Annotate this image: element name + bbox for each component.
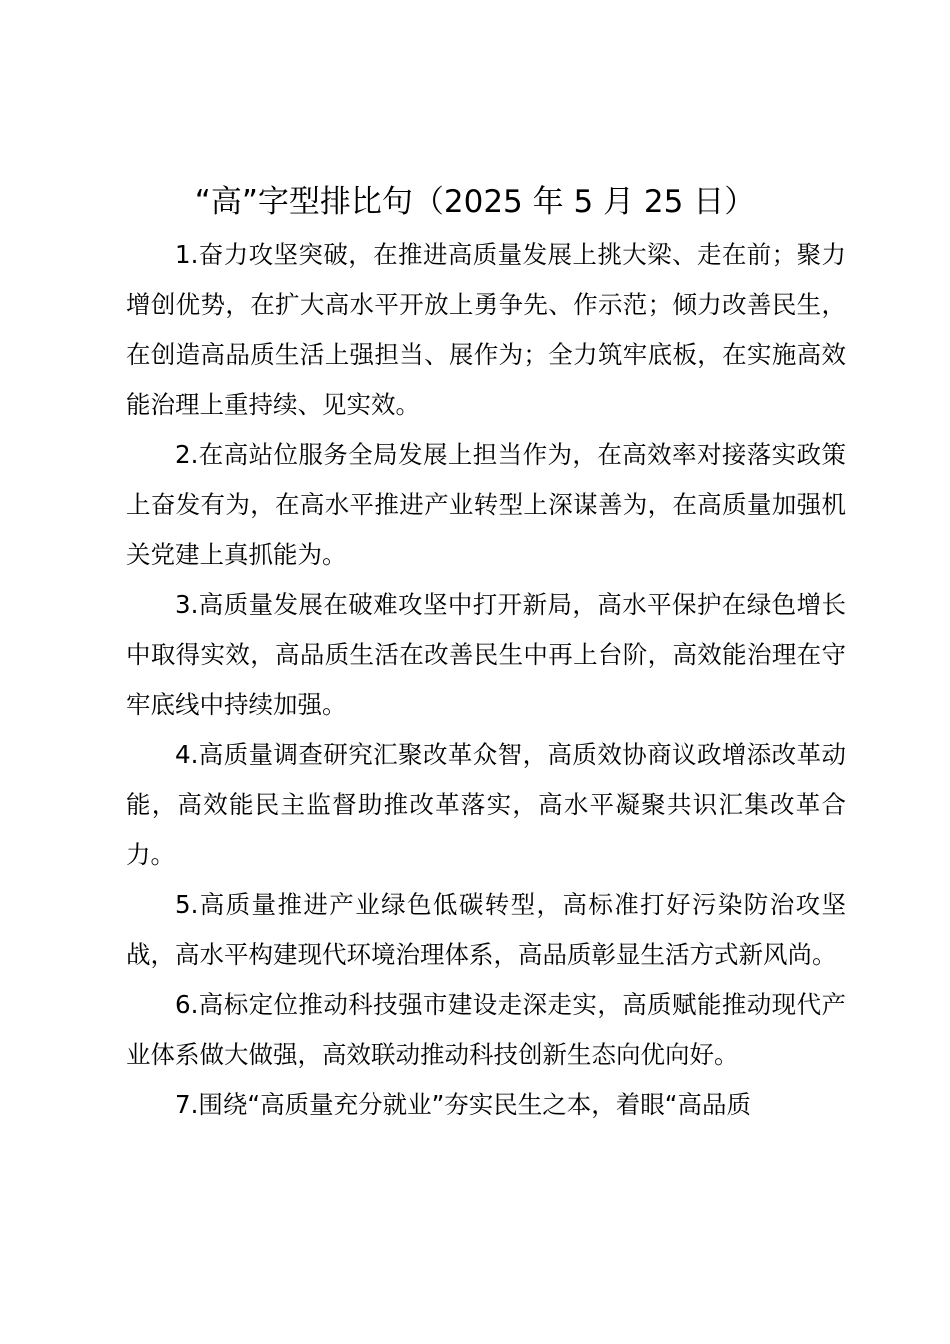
paragraph-2: 2.在高站位服务全局发展上担当作为，在高效率对接落实政策上奋发有为，在高水平推进产业转型上深谋善为，在高质量加强机关党建上真抓能为。	[126, 440, 846, 569]
paragraph-3: 3.高质量发展在破难攻坚中打开新局，高水平保护在绿色增长中取得实效，高品质生活在改善民生中再上台阶，高效能治理在守牢底线中持续加强。	[126, 590, 846, 719]
paragraph-5: 5.高质量推进产业绿色低碳转型，高标准打好污染防治攻坚战，高水平构建现代环境治理体系，高品质彰显生活方式新风尚。	[126, 890, 846, 969]
paragraph-4: 4.高质量调查研究汇聚改革众智，高质效协商议政增添改革动能，高效能民主监督助推改革落实，高水平凝聚共识汇集改革合力。	[126, 740, 846, 869]
paragraph-6: 6.高标定位推动科技强市建设走深走实，高质赋能推动现代产业体系做大做强，高效联动推动科技创新生态向优向好。	[126, 990, 846, 1069]
document-body	[126, 230, 846, 1130]
paragraph-1: 1.奋力攻坚突破，在推进高质量发展上挑大梁、走在前；聚力增创优势，在扩大高水平开放上勇争先、作示范；倾力改善民生，在创造高品质生活上强担当、展作为；全力筑牢底板，在实施高效能治理上重持续、见实效。	[126, 240, 846, 419]
document-title: “高”字型排比句（2025 年 5 月 25 日）	[194, 184, 756, 220]
paragraph-7: 7.围绕“高质量充分就业”夯实民生之本，着眼“高品质	[175, 1090, 751, 1119]
